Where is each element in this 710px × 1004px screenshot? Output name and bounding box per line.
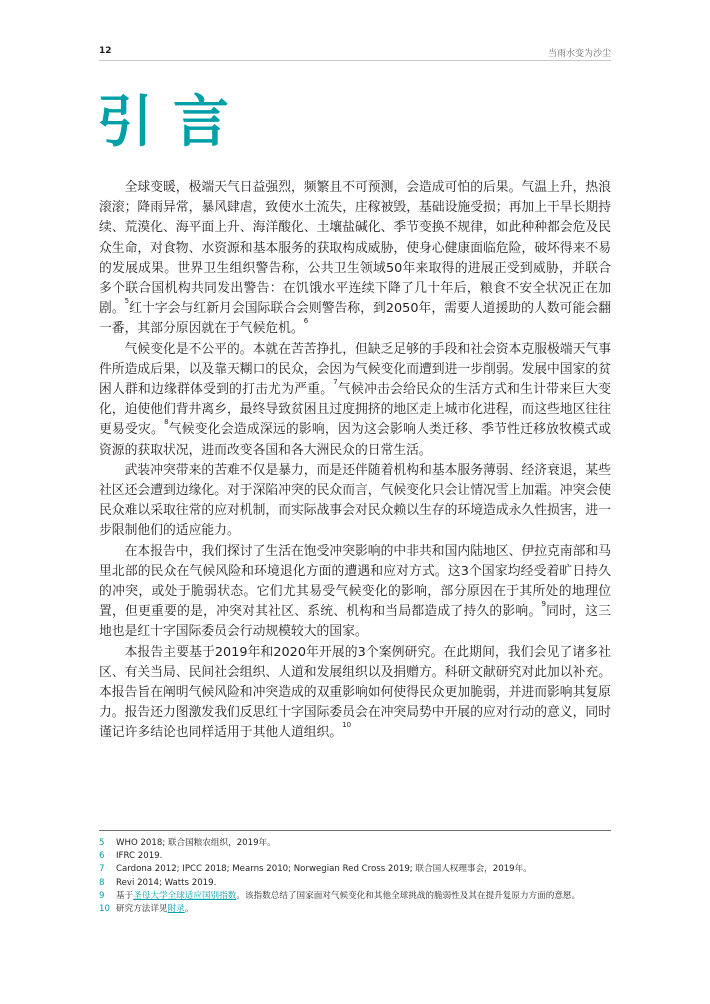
footnote-8	[99, 877, 611, 890]
footnote-text: 研究方法详见附录。	[116, 904, 194, 915]
footnote-6	[99, 850, 611, 863]
footnote-ref-6[interactable]: 6	[303, 317, 309, 326]
footnote-text: IFRC 2019.	[116, 851, 163, 862]
footnote-number: 10	[99, 904, 110, 915]
footnote-number: 9	[99, 890, 105, 901]
footnote-divider	[99, 830, 611, 831]
paragraph-2: 气候变化是不公平的。本就在苦苦挣扎，但缺乏足够的手段和社会资本克服极端天气事件所造成后果，以及靠天糊口的民众，会因为气候变化而遭到进一步削弱。发展中国家的贫困人群和边缘群体受到的打击尤为严重。$^7$气候冲击会给民众的生活方式和生计带来巨大变化，迫使他们背井离乡，最终导致贫困且过度拥挤的地区走上城市化进程，而这些地区往往更易受灾。$^8$气候变化会造成深远的影响，因为这会影响人类迁移、季节性迁移放牧模式或资源的获取状况，进而改变各国和各大洲民众的日常生活。	[99, 341, 612, 458]
paragraph-5: 本报告主要基于2019年和2020年开展的3个案例研究。在此期间，我们会见了诸多社区、有关当局、民间社会组织、人道和发展组织以及捐赠方。科研文献研究对此加以补充。本报告旨在阐明气候风险和冲突造成的双重影响如何使得民众更加脆弱，并进而影响其复原力。报告还力图激发我们反思红十字国际委员会在冲突局势中开展的应对行动的意义，同时谨记许多结论也同样适用于其他人道组织。$^{10}$	[99, 644, 611, 741]
footnote-number: 6	[99, 851, 105, 862]
paragraph-3: 武装冲突带来的苦难不仅是暴力，而是还伴随着机构和基本服务薄弱、经济衰退，某些社区还会遭到边缘化。对于深陷冲突的民众而言，气候变化只会让情况雪上加霜。冲突会使民众难以采取往常的应对机制，而实际战事会对民众赖以生存的环境造成永久性损害，进一步限制他们的适应能力。	[99, 462, 611, 539]
footnote-10	[99, 903, 611, 916]
paragraph-4: 在本报告中，我们探讨了生活在饱受冲突影响的中非共和国内陆地区、伊拉克南部和马里北部的民众在气候风险和环境退化方面的遭遇和应对方式。这3个国家均经受着旷日持久的冲突，或处于脆弱状态。它们尤其易受气候变化的影响，部分原因在于其所处的地理位置，但更重要的是，冲突对其社区、系统、机构和当局都造成了持久的影响。$^9$同时，这三地也是红十字国际委员会行动规模较大的国家。	[99, 543, 612, 640]
footnote-text: 基于圣母大学全球适应国别指数。该指数总结了国家面对气候变化和其他全球挑战的脆弱性及其在提升复原力方面的意愿。	[116, 890, 581, 901]
footnote-text: WHO 2018; 联合国粮农组织，2019年。	[116, 838, 276, 848]
page-number: 12	[99, 46, 112, 56]
footnotes	[99, 837, 611, 916]
header-divider	[99, 60, 611, 61]
footnote-ref-7[interactable]: 7	[333, 378, 338, 387]
paragraph-1: 全球变暖，极端天气日益强烈，频繁且不可预测，会造成可怕的后果。气温上升，热浪滚滚；降雨异常，暴风肆虐，致使水土流失，庄稼被毁，基础设施受损；再加上干旱长期持续、荒漠化、海平面上升、海洋酸化、土壤盐碱化、季节变换不规律，如此种种都会危及民众生命，对食物、水资源和基本服务的获取构成威胁，使身心健康面临危险，破坏得来不易的发展成果。世界卫生组织警告称，公共卫生领域50年来取得的进展正受到威胁，并联合多个联合国机构共同发出警告：在饥饿水平连续下降了几十年后，粮食不安全状况正在加剧。$^5$红十字会与红新月会国际联合会则警告称，到2050年，需要人道援助的人数可能会翻一番，其部分原因就在于气候危机。$^6$	[99, 180, 611, 337]
footnote-ref-9[interactable]: 9	[541, 600, 546, 609]
footnote-text: Cardona 2012; IPCC 2018; Mearns 2010; Norwegian Red Cross 2019; 联合国人权理事会，2019年。	[116, 864, 532, 875]
appendix-link[interactable]: 附录	[167, 904, 185, 915]
section-title: 引言	[97, 90, 249, 155]
footnote-5	[99, 837, 611, 850]
body-text	[99, 178, 611, 744]
footnote-ref-8[interactable]: 8	[164, 418, 169, 427]
footnote-number: 5	[99, 838, 105, 848]
nd-gain-index-link[interactable]: 圣母大学全球适应国别指数	[133, 890, 237, 901]
footnote-ref-10[interactable]: 10	[342, 721, 352, 730]
footnote-ref-5[interactable]: 5	[124, 297, 130, 306]
footnote-number: 7	[99, 864, 105, 875]
footnote-text: Revi 2014; Watts 2019.	[116, 877, 217, 888]
footnote-9	[99, 890, 611, 903]
footnote-7	[99, 863, 611, 876]
running-title: 当雨水变为沙尘	[547, 49, 611, 59]
footnote-number: 8	[99, 877, 105, 888]
